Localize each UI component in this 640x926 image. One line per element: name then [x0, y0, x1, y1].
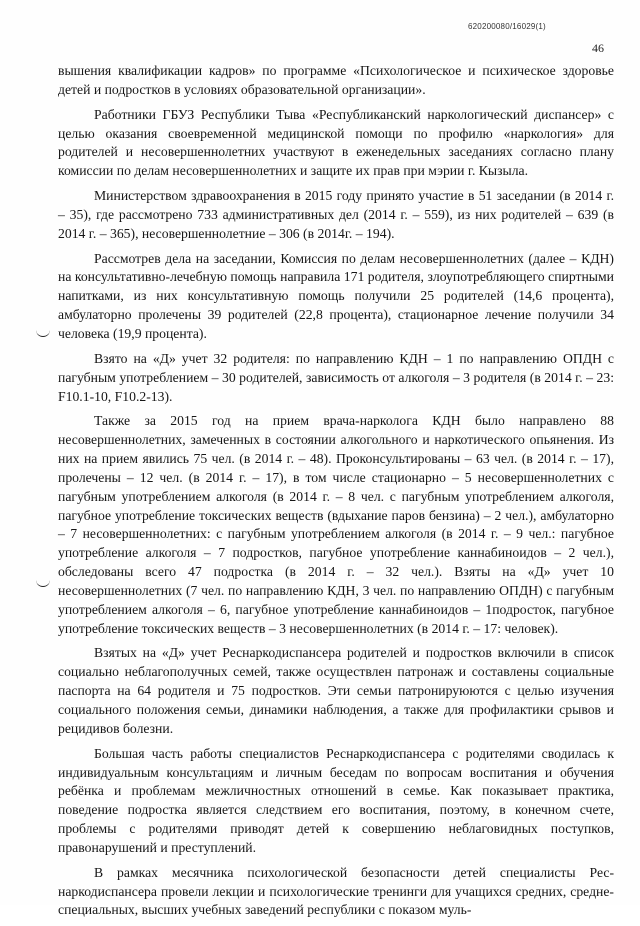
paragraph: вышения квалификации кадров» по программе «Психологическое и психическое здоровье детей и подростков в условиях образовательной организации».	[58, 63, 614, 97]
paragraph: Большая часть работы специалистов Реснаркодиспансера с родителями сводилась к индивидуальным консультациям и личным беседам по вопросам воспитания и обучения ребёнка и проблемам межличностных отношений в семье. Как показывает практика, поведение подростка является следствием его воспитания, поэтому, в конечном счете, проблемы с родителями приводят детей к совершению неблаговидных поступков, правонарушений и преступлений.	[58, 745, 614, 855]
body-text	[58, 62, 614, 926]
margin-pen-mark	[36, 580, 50, 587]
margin-pen-mark	[36, 330, 50, 337]
page-number: 46	[592, 41, 604, 55]
paragraph: Рассмотрев дела на заседании, Комиссия по делам несовершеннолетних (далее – КДН) на консультативно-лечебную помощь направила 171 родителя, злоупотребляющего спиртными напитками, из них консультативную помощь получили 25 родителей (14,6 процента), амбулаторно пролечены 39 родителей (22,8 процента), стационарное лечение получили 34 человека (19,9 процента).	[58, 250, 614, 341]
paragraph: Также за 2015 год на прием врача-нарколога КДН было направлено 88 несовершеннолетних, замеченных в состоянии алкогольного и наркотического опьянения. Из них на прием явились 75 чел. (в 2014 г. – 48). Проконсультированы – 63 чел. (в 2014 г. – 17), пролечены – 12 чел. (в 2014 г. – 17), в том числе стационарно – 5 несовершеннолетних с пагубным употреблением алкоголя (в 2014 г. – 8 чел. с пагубным употреблением алкоголя, пагубное употребление токсических веществ (вдыхание паров бензина) – 2 чел.), амбулаторно – 7 несовершеннолетних: с пагубным употреблением алкоголя (в 2014 г. – 9 чел.: пагубное употребление алкоголя – 7 подростков, пагубное употребление каннабиноидов – 2 чел.), обследованы всего 47 подростка (в 2014 г. – 32 чел.). Взяты на «Д» учет 10 несовершеннолетних (7 чел. по направлению КДН, 3 чел. по направлению ОПДН) с пагубным употреблением алкоголя – 6, пагубное употребление каннабиноидов – 1подросток, пагубное употребление токсических веществ – 3 несовершеннолетних (в 2014 г. – 17: человек).	[58, 413, 614, 636]
paragraph: Министерством здравоохранения в 2015 году принято участие в 51 заседании (в 2014 г. – 35), где рассмотрено 733 административных дел (2014 г. – 559), из них родителей – 639 (в 2014 г. – 365), несовершеннолетние – 306 (в 2014г. – 194).	[58, 188, 614, 241]
paragraph: В рамках месячника психологической безопасности детей специалисты Реснаркодиспансера провели лекции и психологические тренинги для учащихся средних, средне-специальных, высших учебных заведений республики с показом муль-	[58, 864, 614, 918]
paragraph: Взято на «Д» учет 32 родителя: по направлению КДН – 1 по направлению ОПДН с пагубным употреблением – 30 родителей, зависимость от алкоголя – 3 родителя (в 2014 г. – 23: F10.1-10, F10.2-13).	[58, 350, 614, 404]
document-id: 620200080/16029(1)	[468, 22, 546, 31]
paragraph: Работники ГБУЗ Республики Тыва «Республиканский наркологический диспансер» с целью оказания своевременной медицинской помощи по профилю «наркология» для родителей и несовершеннолетних участвуют в еженедельных заседаниях согласно плану комиссии по делам несовершеннолетних и защите их прав при мэрии г. Кызыла.	[58, 106, 614, 179]
paragraph: Взятых на «Д» учет Реснаркодиспансера родителей и подростков включили в список социально неблагополучных семей, также осуществлен патронаж и составлены социальные паспорта на 64 родителя и 75 подростков. Эти семьи патронируюются с целью изучения социального положения семьи, динамики наблюдения, а также для профилактики срывов и рецидивов болезни.	[58, 645, 614, 736]
